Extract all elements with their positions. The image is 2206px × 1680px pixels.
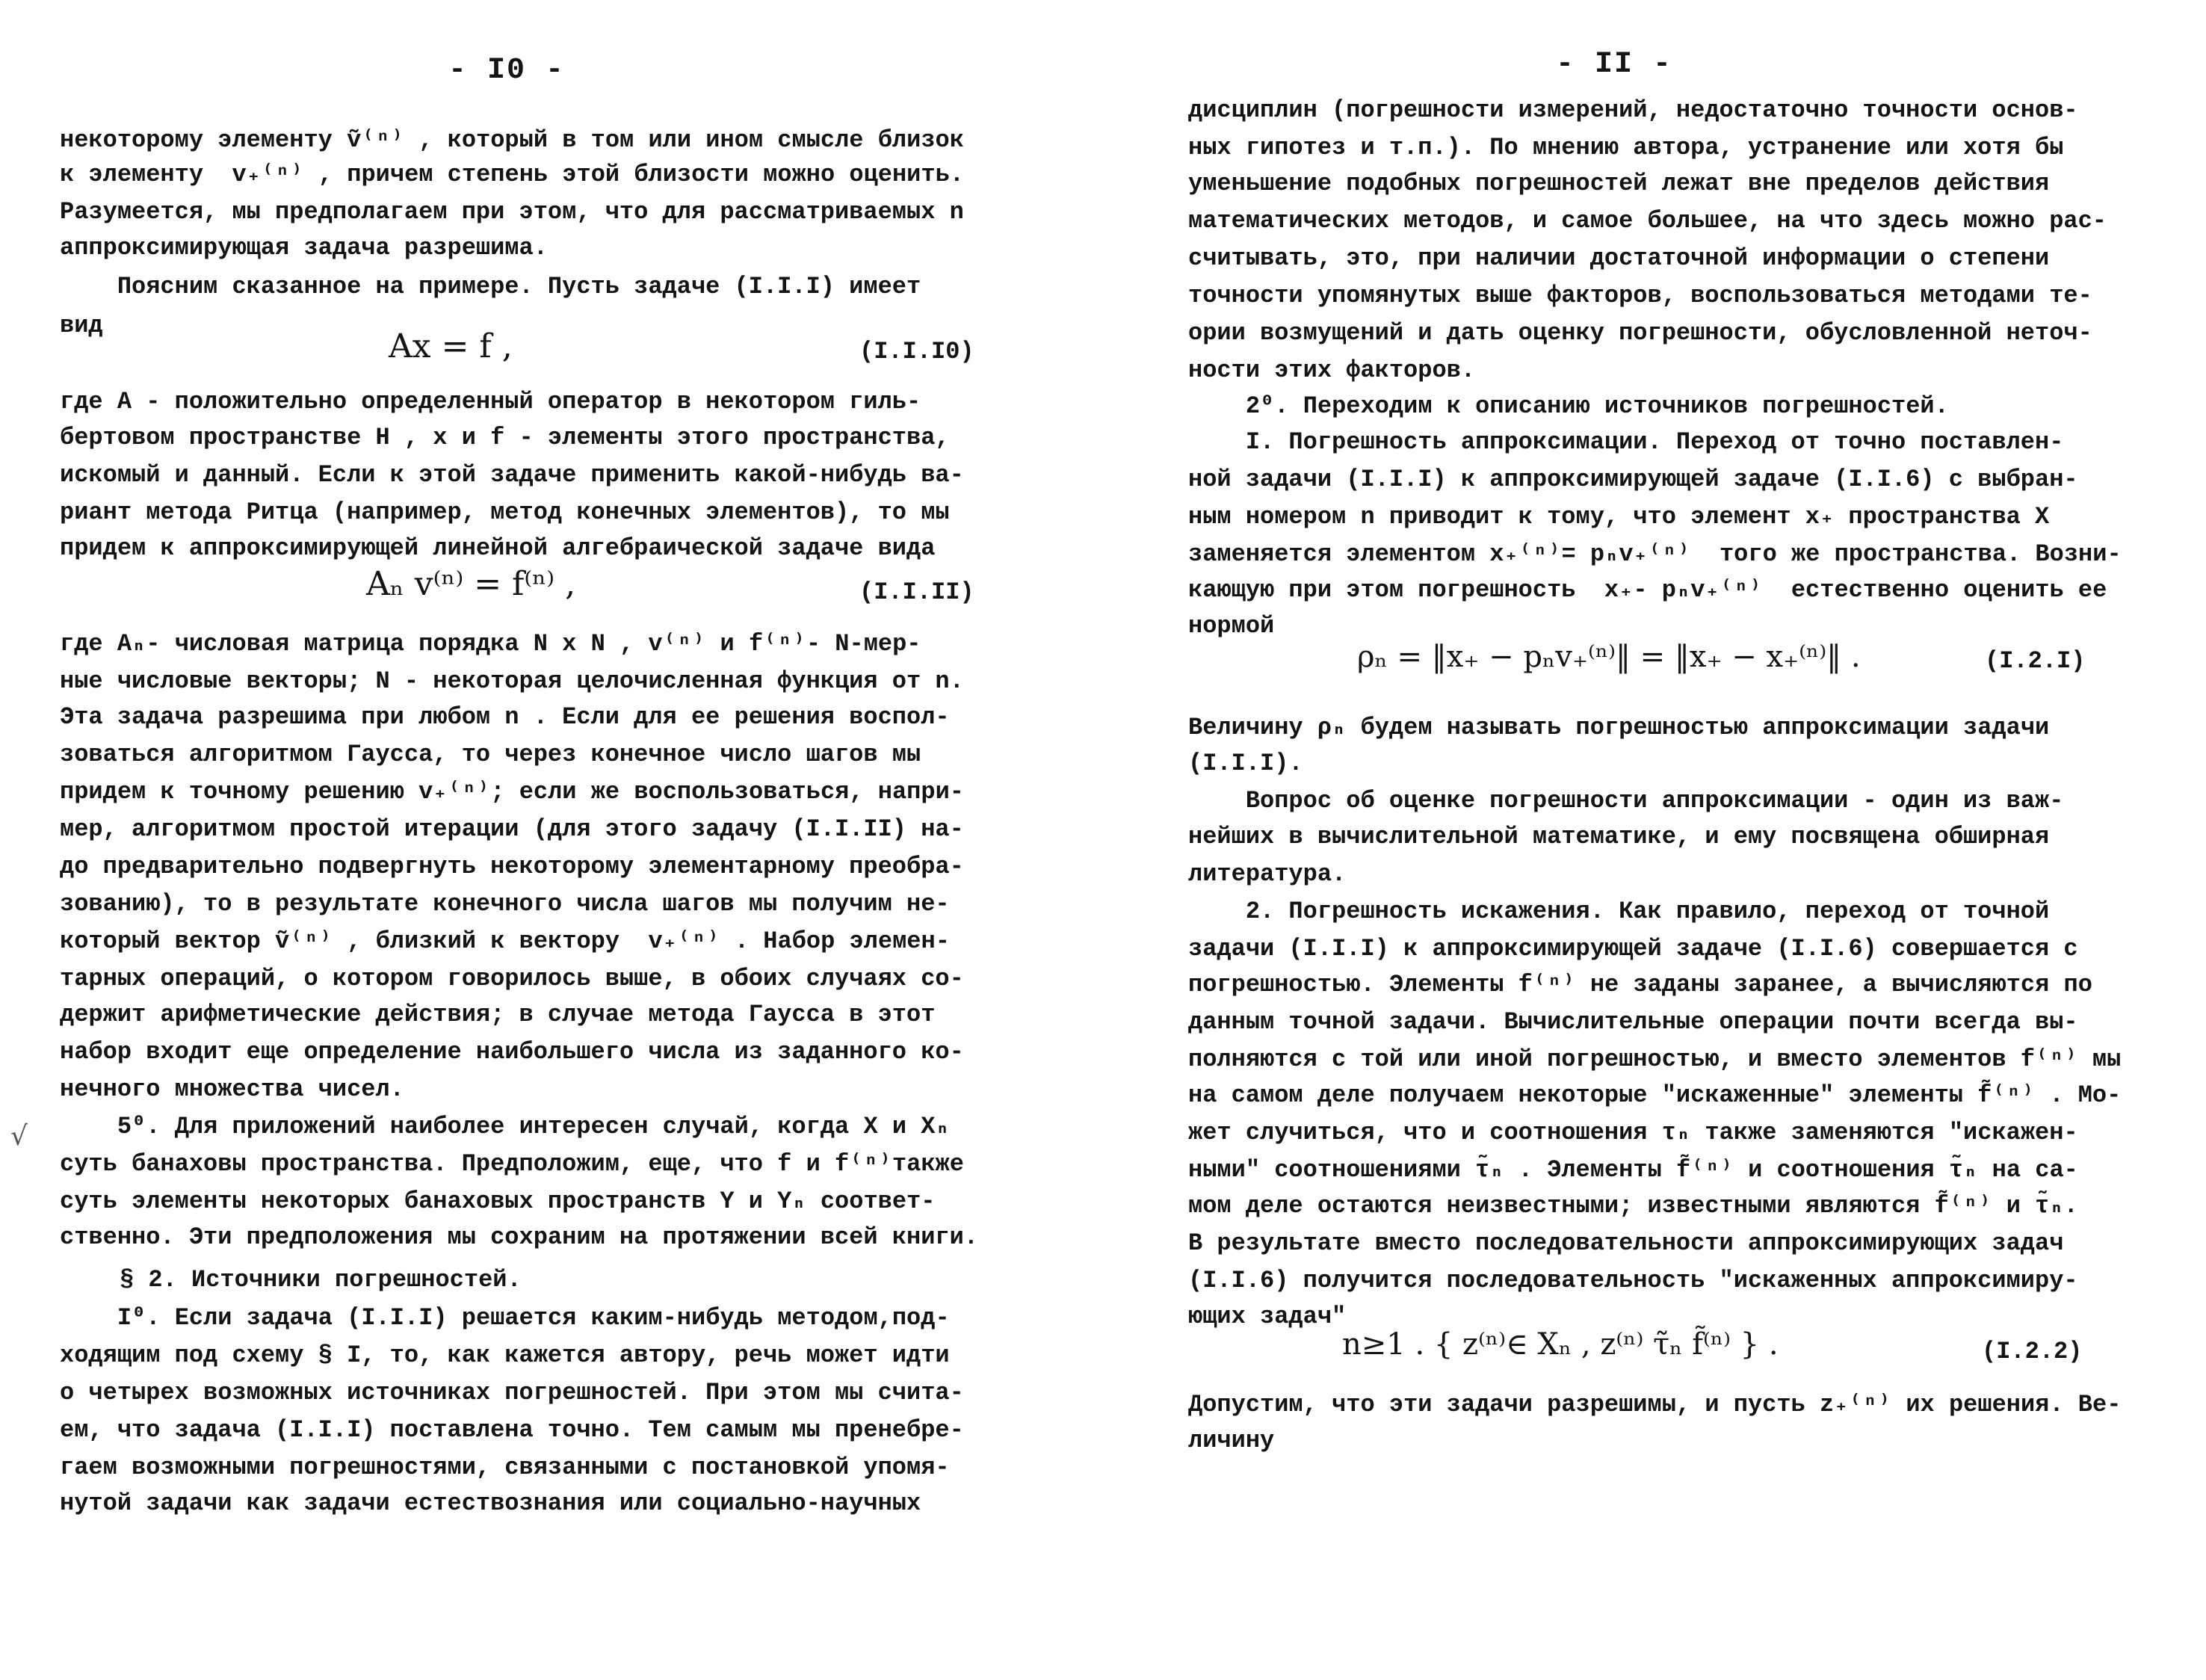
text-line: нечного множества чисел. <box>60 1075 404 1103</box>
text-line: Эта задача разрешима при любом n . Если для ее решения воспол- <box>60 703 950 731</box>
text-line: жет случиться, что и соотношения τₙ также заменяются "искажен- <box>1188 1119 2078 1146</box>
text-line: нейших в вычислительной математике, и ему посвящена обширная <box>1188 823 2050 850</box>
text-line: до предварительно подвергнуть некоторому элементарному преобра- <box>60 853 964 880</box>
page-number: - I0 - <box>448 54 566 87</box>
equation: Aₙ v⁽ⁿ⁾ = f⁽ⁿ⁾ , <box>366 565 576 603</box>
text-line: мер, алгоритмом простой итерации (для этого задачу (I.I.II) на- <box>60 815 964 843</box>
text-line: придем к аппроксимирующей линейной алгебраической задаче вида <box>60 534 936 562</box>
text-line: Поясним сказанное на примере. Пусть задаче (I.I.I) имеет <box>60 273 921 300</box>
text-line: нормой <box>1188 612 1275 640</box>
text-line: суть банаховы пространства. Предположим, еще, что f и f⁽ⁿ⁾также <box>60 1150 964 1178</box>
text-line: где A - положительно определенный оператор в некотором гиль- <box>60 388 921 416</box>
text-line: ным номером n приводит к тому, что элемент x₊ пространства X <box>1188 503 2050 531</box>
text-line: суть элементы некоторых банаховых пространств Y и Yₙ соответ- <box>60 1188 936 1215</box>
text-line: ории возмущений и дать оценку погрешности, обусловленной неточ- <box>1188 319 2092 347</box>
text-line: данным точной задачи. Вычислительные операции почти всегда вы- <box>1188 1008 2078 1036</box>
text-line: набор входит еще определение наибольшего числа из заданного ко- <box>60 1038 964 1066</box>
equation-number: (I.2.I) <box>1985 647 2086 675</box>
text-line: аппроксимирующая задача разрешима. <box>60 234 548 262</box>
text-line: риант метода Ритца (например, метод конечных элементов), то мы <box>60 498 950 526</box>
text-line: 2. Погрешность искажения. Как правило, переход от точной <box>1188 898 2050 925</box>
text-line: математических методов, и самое большее, на что здесь можно рас- <box>1188 207 2107 235</box>
text-line: считывать, это, при наличии достаточной информации о степени <box>1188 244 2050 272</box>
section-heading: § 2. Источники погрешностей. <box>120 1266 522 1294</box>
text-line: держит арифметические действия; в случае метода Гаусса в этот <box>60 1001 936 1028</box>
text-line: погрешностью. Элементы f⁽ⁿ⁾ не заданы заранее, а вычисляются по <box>1188 971 2092 998</box>
text-line: личину <box>1188 1427 1275 1454</box>
equation: Ax = f , <box>389 327 513 365</box>
text-line: вид <box>60 312 103 339</box>
text-line: мом деле остаются неизвестными; известными являются f̃⁽ⁿ⁾ и τ̃ₙ. <box>1188 1192 2078 1220</box>
text-line: ственно. Эти предположения мы сохраним на протяжении всей книги. <box>60 1223 978 1251</box>
text-line: ные числовые векторы; N - некоторая целочисленная функция от n. <box>60 667 964 695</box>
text-line: ных гипотез и т.п.). По мнению автора, устранение или хотя бы <box>1188 134 2064 161</box>
margin-check-mark: √ <box>10 1121 28 1152</box>
text-line: тарных операций, о котором говорилось выше, в обоих случаях со- <box>60 965 964 992</box>
text-line: о четырех возможных источниках погрешностей. При этом мы счита- <box>60 1379 964 1406</box>
text-line: Вопрос об оценке погрешности аппроксимации - один из важ- <box>1188 787 2064 815</box>
text-line: который вектор ṽ⁽ⁿ⁾ , близкий к вектору v₊⁽ⁿ⁾ . Набор элемен- <box>60 927 950 955</box>
text-line: 2⁰. Переходим к описанию источников погрешностей. <box>1188 392 1949 420</box>
text-line: I⁰. Если задача (I.I.I) решается каким-нибудь методом,под- <box>60 1304 950 1332</box>
equation-number: (I.I.I0) <box>859 338 974 365</box>
right-page <box>1103 0 2206 1680</box>
equation-number: (I.2.2) <box>1982 1338 2083 1365</box>
text-line: где Aₙ- числовая матрица порядка N x N , v⁽ⁿ⁾ и f⁽ⁿ⁾- N-мер- <box>60 630 921 658</box>
text-line: некоторому элементу ṽ⁽ⁿ⁾ , который в том или ином смысле близок <box>60 126 964 154</box>
text-line: Допустим, что эти задачи разрешимы, и пусть z₊⁽ⁿ⁾ их решения. Ве- <box>1188 1391 2122 1418</box>
equation: n≥1 . { z⁽ⁿ⁾∈ Xₙ , z⁽ⁿ⁾ τ̃ₙ f̃⁽ⁿ⁾ } . <box>1342 1327 1779 1362</box>
text-line: литература. <box>1188 860 1347 888</box>
text-line: I. Погрешность аппроксимации. Переход от точно поставлен- <box>1188 428 2064 456</box>
text-line: уменьшение подобных погрешностей лежат вне пределов действия <box>1188 170 2050 197</box>
text-line: зованию), то в результате конечного числа шагов мы получим не- <box>60 890 950 918</box>
text-line: задачи (I.I.I) к аппроксимирующей задаче (I.I.6) совершается с <box>1188 935 2078 963</box>
text-line: Величину ρₙ будем называть погрешностью аппроксимации задачи <box>1188 714 2050 741</box>
text-line: гаем возможными погрешностями, связанными с постановкой упомя- <box>60 1454 950 1481</box>
text-line: искомый и данный. Если к этой задаче применить какой-нибудь ва- <box>60 461 964 489</box>
text-line: к элементу v₊⁽ⁿ⁾ , причем степень этой близости можно оценить. <box>60 161 964 188</box>
text-line: ющих задач" <box>1188 1303 1347 1330</box>
text-line: заменяется элементом x₊⁽ⁿ⁾= pₙv₊⁽ⁿ⁾ того же пространства. Возни- <box>1188 540 2122 568</box>
text-line: 5⁰. Для приложений наиболее интересен случай, когда X и Xₙ <box>60 1113 950 1140</box>
text-line: ными" соотношениями τ̃ₙ . Элементы f̃⁽ⁿ⁾ и соотношения τ̃ₙ на са- <box>1188 1156 2078 1184</box>
text-line: Разумеется, мы предполагаем при этом, что для рассматриваемых n <box>60 198 964 226</box>
text-line: ности этих факторов. <box>1188 356 1476 384</box>
text-line: придем к точному решению v₊⁽ⁿ⁾; если же воспользоваться, напри- <box>60 778 964 806</box>
text-line: зоваться алгоритмом Гаусса, то через конечное число шагов мы <box>60 741 921 768</box>
text-line: В результате вместо последовательности аппроксимирующих задач <box>1188 1229 2064 1257</box>
equation: ρₙ = ‖x₊ − pₙv₊⁽ⁿ⁾‖ = ‖x₊ − x₊⁽ⁿ⁾‖ . <box>1357 640 1861 674</box>
text-line: на самом деле получаем некоторые "искаженные" элементы f̃⁽ⁿ⁾ . Мо- <box>1188 1081 2122 1109</box>
text-line: (I.I.I). <box>1188 750 1303 777</box>
text-line: ходящим под схему § I, то, как кажется автору, речь может идти <box>60 1341 950 1369</box>
text-line: (I.I.6) получится последовательность "искаженных аппроксимиру- <box>1188 1267 2078 1294</box>
text-line: кающую при этом погрешность x₊- pₙv₊⁽ⁿ⁾ естественно оценить ее <box>1188 576 2107 604</box>
text-line: дисциплин (погрешности измерений, недостаточно точности основ- <box>1188 96 2078 124</box>
page-number: - II - <box>1556 48 1673 81</box>
text-line: ной задачи (I.I.I) к аппроксимирующей задаче (I.I.6) с выбран- <box>1188 466 2078 493</box>
text-line: ем, что задача (I.I.I) поставлена точно. Тем самым мы пренебре- <box>60 1416 964 1444</box>
text-line: нутой задачи как задачи естествознания или социально-научных <box>60 1489 921 1517</box>
text-line: бертовом пространстве H , x и f - элементы этого пространства, <box>60 424 950 451</box>
text-line: точности упомянутых выше факторов, воспользоваться методами те- <box>1188 282 2092 309</box>
equation-number: (I.I.II) <box>859 578 974 606</box>
text-line: полняются с той или иной погрешностью, и вместо элементов f⁽ⁿ⁾ мы <box>1188 1046 2122 1073</box>
